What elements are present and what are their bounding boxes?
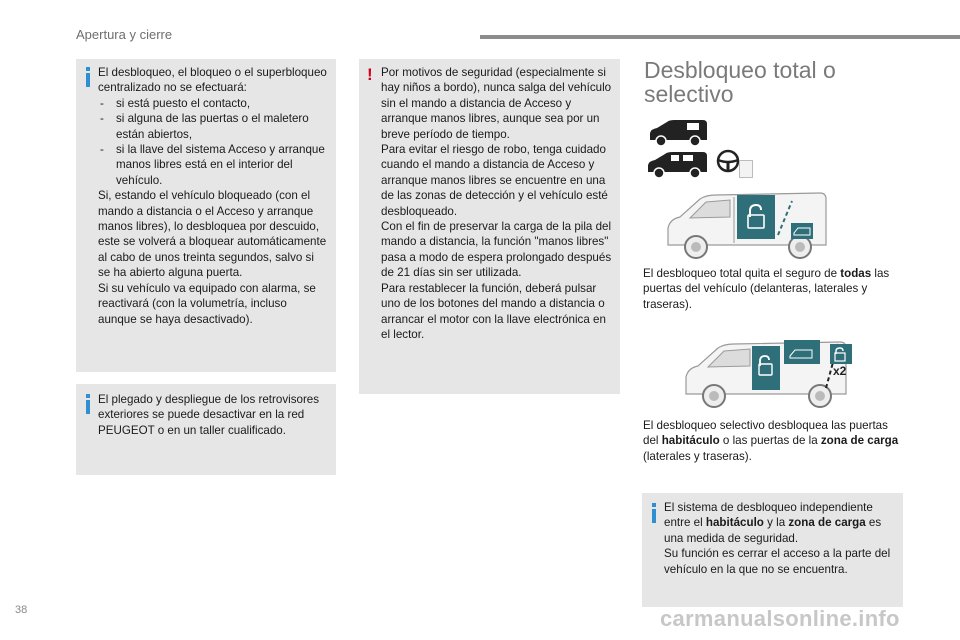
key-slot-indicator [739,160,753,178]
warning-paragraph: Por motivos de seguridad (especialmente si hay niños a bordo), nunca salga del vehículo sin el mando a distancia de Acceso y arranque manos libres, aunque sea por un breve período de tiempo. [381,66,612,141]
text-fragment: El desbloqueo total quita el seguro de [643,267,841,280]
text-fragment: es una medida de seguridad. [664,516,882,545]
warning-icon: ! [367,65,373,84]
text-fragment: o las puertas de la [719,434,821,448]
page-title-line-2: selectivo [644,81,734,107]
watermark: carmanualsonline.info [660,606,900,631]
text-bold: habitáculo [661,434,720,448]
van-illustration-total-unlock [660,183,830,263]
text-bold: zona de carga [820,434,899,448]
info-icon [651,503,657,523]
info-paragraph: El plegado y despliegue de los retrovisores exteriores se puede desactivar en la red PEUGEOT o en un taller cualificado. [98,393,320,437]
warning-paragraph: Con el fin de preservar la carga de la pila del mando a distancia, la función "manos libres" pasa a modo de espera prolongado después de 21 días sin ser utilizada. [381,220,612,280]
header-bar [480,35,960,39]
text-bold: zona de carga [788,516,866,530]
page-title [644,58,836,106]
info-paragraph: Si, estando el vehículo bloqueado (con el mando a distancia o el Acceso y arranque manos libres), lo desbloquea por descuido, este se volverá a bloquear automáticamente al cabo de unos treinta segundos, salvo si se ha abierto alguna puerta. [98,189,327,280]
multiplier-label: x2 [833,364,847,378]
page-title-line-1: Desbloqueo total o [644,57,836,83]
info-paragraph: Si su vehículo va equipado con alarma, se reactivará (con la volumetría, incluso aunque se haya desactivado). [98,281,316,326]
info-box-independent-unlock [642,493,903,607]
info-icon [85,394,91,414]
info-box-central-locking [76,59,336,372]
warning-paragraph: Para restablecer la función, deberá pulsar uno de los botones del mando a distancia o arrancar el motor con la llave electrónica en el lector. [381,281,606,341]
header-section-title: Apertura y cierre [76,27,173,42]
selective-unlock-text [643,418,905,464]
text-bold: todas [840,267,872,280]
text-fragment: El sistema de desbloqueo independiente entre el [664,501,873,530]
text-fragment: (laterales y traseras). [643,449,752,463]
warning-paragraph: Para evitar el riesgo de robo, tenga cuidado cuando el mando a distancia de Acceso y arranque manos libres se encuentre en una de las zonas de detección y el vehículo esté desbloqueado. [381,143,608,218]
text-fragment: y la [763,516,789,530]
info-paragraph [664,500,895,546]
van-icon [645,150,709,180]
info-box-mirrors [76,384,336,475]
van-icon [647,118,709,148]
info-intro: El desbloqueo, el bloqueo o el superbloqueo centralizado no se efectuará: [98,66,327,95]
list-item: - si la llave del sistema Acceso y arranque manos libres está en el interior del vehículo. [98,142,328,188]
page-number: 38 [15,604,28,616]
info-icon [85,67,91,87]
text-fragment: las puertas del vehículo (delanteras, laterales y traseras). [643,267,890,311]
text-fragment: El desbloqueo selectivo desbloquea las puertas del [643,419,888,448]
warning-box-security [359,59,620,394]
total-unlock-text [643,266,905,312]
list-item: - si alguna de las puertas o el maletero están abiertos, [98,111,328,142]
text-bold: habitáculo [705,516,764,530]
list-item: - si está puesto el contacto, [98,96,328,111]
info-paragraph: Su función es cerrar el acceso a la parte del vehículo en la que no se encuentra. [664,547,891,576]
